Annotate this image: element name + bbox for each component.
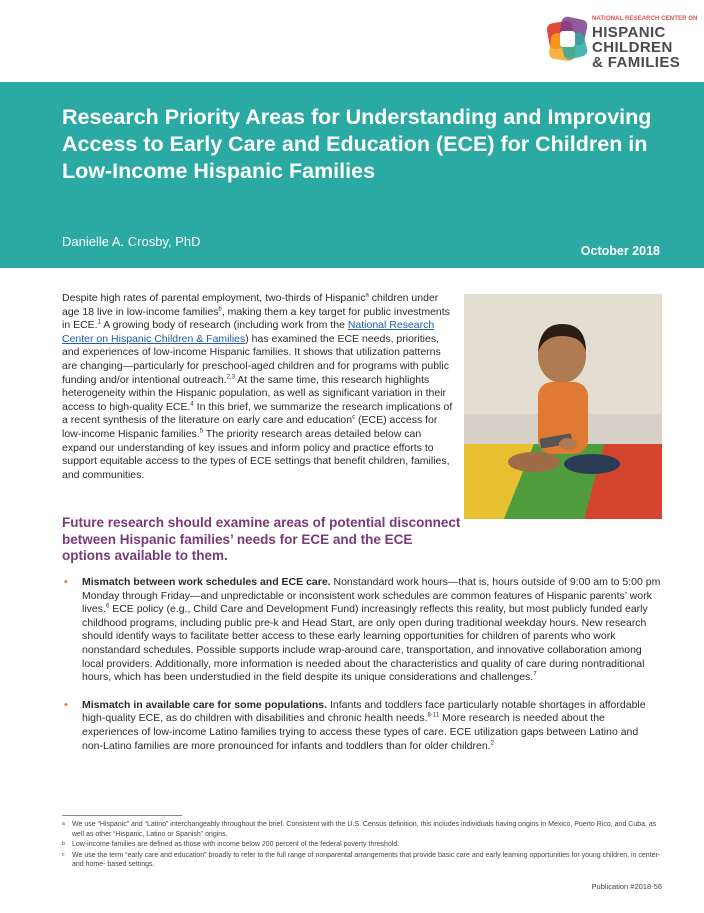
- research-center-link[interactable]: National Research Center on Hispanic Children & Families: [62, 319, 435, 345]
- organization-logo: [546, 14, 696, 74]
- research-priority-list: [62, 576, 662, 767]
- logo-word-families: & FAMILIES: [592, 54, 681, 71]
- footnote: b Low-income families are defined as those with income below 200 percent of the federal poverty threshold.: [62, 841, 400, 848]
- footnotes: [62, 820, 662, 871]
- child-with-tablet-photo: [464, 294, 662, 519]
- logo-mark-icon: [546, 16, 590, 64]
- logo-tagline: NATIONAL RESEARCH CENTER ON: [592, 16, 698, 22]
- footnote-divider: [62, 815, 182, 816]
- footnote: a We use “Hispanic” and “Latino” interchangeably throughout the brief. Consistent with the U.S. Census definition, this includes individuals having origins in Mexico, Puerto Rico, and Cuba, as well as other “Hispanic, Latino or Spanish” origins.: [62, 821, 657, 838]
- logo-word-children: CHILDREN: [592, 39, 673, 56]
- logo-word-hispanic: HISPANIC: [592, 24, 666, 41]
- publication-number: Publication #2018-56: [591, 882, 662, 891]
- publication-date: October 2018: [580, 244, 660, 258]
- author: Danielle A. Crosby, PhD: [62, 234, 201, 249]
- list-item: • Mismatch between work schedules and ECE care. Nonstandard work hours—that is, hours outside of 9:00 am to 5:00 pm Monday through Friday—and unpredictable or inconsistent work schedules are common features of Hispanic parents’ work lives.$^6$ ECE policy (e.g., Child Care and Development Fund) increasingly reflects this reality, but most publicly funded early childhood programs, including public pre-k and Head Start, are only open during traditional weekday hours. New research should identify ways to facilitate better access to these early learning opportunities for children of parents who work nonstandard schedules. Possible supports include wrap-around care, transportation, and innovative collaboration among local providers. Additionally, more information is needed about the characteristics and quality of care during nontraditional hours, which has been understudied in the field despite its unique considerations and challenges.$^7$: [64, 576, 661, 684]
- section-subheading: Future research should examine areas of potential disconnect between Hispanic families’ needs for ECE and the ECE options available to them.: [62, 515, 461, 563]
- document-title: Research Priority Areas for Understanding and Improving Access to Early Care and Education (ECE) for Children in Low-Income Hispanic Families: [62, 105, 652, 183]
- bullet-marker: •: [64, 576, 68, 588]
- top-bar: [0, 0, 704, 82]
- bullet-marker: •: [64, 698, 68, 711]
- intro-paragraph: Despite high rates of parental employment, two-thirds of Hispanic$^a$ children under age 18 live in low-income families$^b$, making them a key target for public investments in ECE.$^1$ A growing body of research (including work from the National Research Center on Hispanic Children & Families) has examined the ECE needs, priorities, and experiences of low-income Hispanic families. It shows that utilization patterns are changing—particularly for preschool-aged children and for programs with public funding and/or intentional outreach.$^{2,3}$ At the same time, this research highlights heterogeneity within the Hispanic population, as well as significant variation in their access to high-quality ECE.$^4$ In this brief, we summarize the research implications of a recent synthesis of the literature on early care and education$^c$ (ECE) access for low-income Hispanic families.$^5$ The priority research areas detailed below can expand our understanding of key issues and inform policy and practice efforts to support equitable access to the types of ECE settings that benefit children, families, and communities.: [62, 292, 453, 481]
- list-item: • Mismatch in available care for some populations. Infants and toddlers face particularly notable shortages in affordable high-quality ECE, as do children with disabilities and chronic health needs.$^{8-11}$ More research is needed about the experiences of low-income Latino families trying to access these types of care. ECE utilization gaps between Latino and non-Latino families are more pronounced for infants and toddlers than for older children.$^2$: [64, 698, 646, 752]
- footnote: c We use the term “early care and education” broadly to refer to the full range of nonparental arrangements that provide basic care and early learning opportunities for young children, in center- and home- based settings.: [62, 851, 661, 868]
